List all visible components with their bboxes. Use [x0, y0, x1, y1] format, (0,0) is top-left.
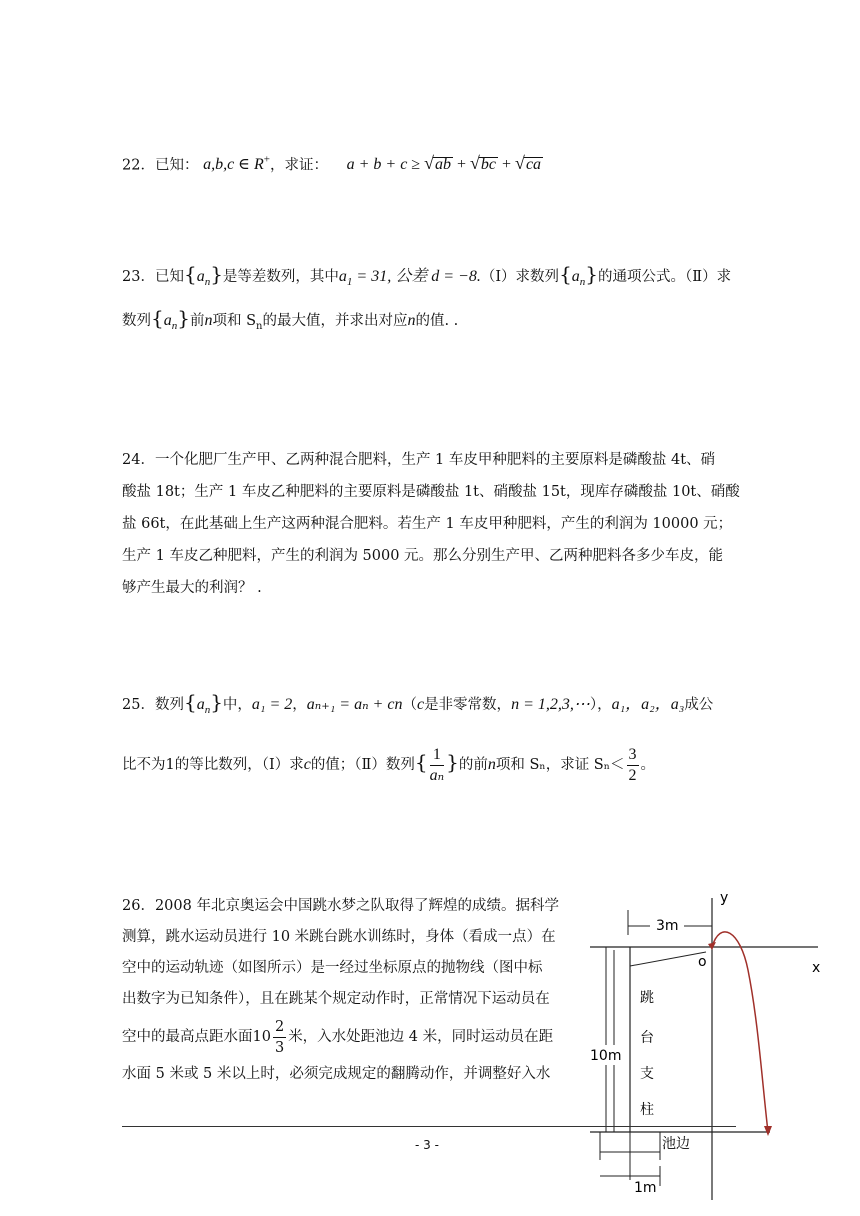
- q22-vars: a,b,c ∈ R+: [203, 154, 270, 174]
- q25-fraction: $\frac{1}{\text{aₙ}}$: [429, 745, 445, 784]
- footer-rule: [122, 1126, 736, 1127]
- question-22: 22．已知： a,b,c ∈ R+，求证： a + b + c ≥ √ab + √bc + √ca: [122, 153, 542, 174]
- q24-line: 够产生最大的利润？ .: [122, 580, 262, 596]
- height-10m-label: 10m: [590, 1048, 622, 1064]
- q24-line: 酸盐 18t；生产 1 车皮乙种肥料的主要原料是磷酸盐 1t、硝酸盐 15t，现库存磷酸盐 10t、硝酸: [122, 484, 740, 500]
- q24-line: 盐 66t，在此基础上生产这两种混合肥料。若生产 1 车皮甲种肥料，产生的利润为 10000 元；: [122, 516, 733, 532]
- q26-fraction: $\frac{2}{3}$: [274, 1018, 285, 1056]
- y-label: y: [720, 890, 729, 906]
- q23-line-2: 数列$\{a_n\}$前n项和 $S_n$的最大值，并求出对应n的值. .: [122, 306, 459, 332]
- question-24: [122, 444, 740, 604]
- question-23: [122, 258, 740, 334]
- pool-edge-label: 池边: [662, 1136, 690, 1152]
- page-number: - 3 -: [415, 1138, 439, 1152]
- q22-inequality: a + b + c ≥ √ab + √bc + √ca: [346, 153, 542, 174]
- dist-1m-label: 1m: [634, 1180, 657, 1196]
- q25-line-1: 25．数列$\{a_n\}$中，a₁ = 2，aₙ₊₁ = aₙ + cn（c是非零常数，n = 1,2,3,⋯），a₁，a₂，a₃成公: [122, 690, 714, 716]
- diving-diagram: [590, 880, 850, 1216]
- arrow-head: [764, 1126, 772, 1136]
- q24-line: 生产 1 车皮乙种肥料，产生的利润为 5000 元。那么分别生产甲、乙两种肥料各多少车皮，能: [122, 548, 724, 564]
- origin-label: o: [698, 954, 707, 970]
- q24-line: 24．一个化肥厂生产甲、乙两种混合肥料，生产 1 车皮甲种肥料的主要原料是磷酸盐 4t、硝: [122, 452, 716, 468]
- x-label: x: [812, 960, 821, 976]
- question-26: 26．2008 年北京奥运会中国跳水梦之队取得了辉煌的成绩。据科学 测算，跳水运动员进行 10 米跳台跳水训练时，身体（看成一点）在 空中的运动轨迹（如图所示）是一经过坐标原点的抛物线（图中标 出数字为已知条件），且在跳某个规定动作时，正常情况下运动员在 空中的最高点距水面10 $\frac{2}{3}$ 米，入水处距池边 4 米，同时运动员在距 水面 5 米或 5 米以上时，必须完成规定的翻腾动作，并调整好入水: [122, 898, 559, 1082]
- svg-text:台: 台: [640, 1030, 654, 1046]
- dist-3m-label: 3m: [656, 918, 679, 934]
- q23-line-1: 23．已知$\{a_n\}$是等差数列，其中$a_1 = 31$, 公差 d = −8.（Ⅰ）求数列$\{a_n\}$的通项公式。（Ⅱ）求: [122, 262, 732, 288]
- svg-text:柱: 柱: [640, 1102, 654, 1118]
- svg-text:跳: 跳: [640, 990, 654, 1006]
- question-25: [122, 686, 740, 784]
- q25-line-2: 比不为1的等比数列，（Ⅰ）求c的值；（Ⅱ）数列{ $\frac{1}{\text{aₙ}}$ }的前n项和 Sₙ，求证 Sₙ＜ $\frac{3}{2}$ 。: [122, 745, 656, 784]
- svg-text:支: 支: [640, 1066, 654, 1082]
- platform-edge: [630, 952, 706, 966]
- q25-fraction-3-2: $\frac{3}{2}$: [628, 745, 637, 784]
- trajectory-curve: [712, 932, 768, 1132]
